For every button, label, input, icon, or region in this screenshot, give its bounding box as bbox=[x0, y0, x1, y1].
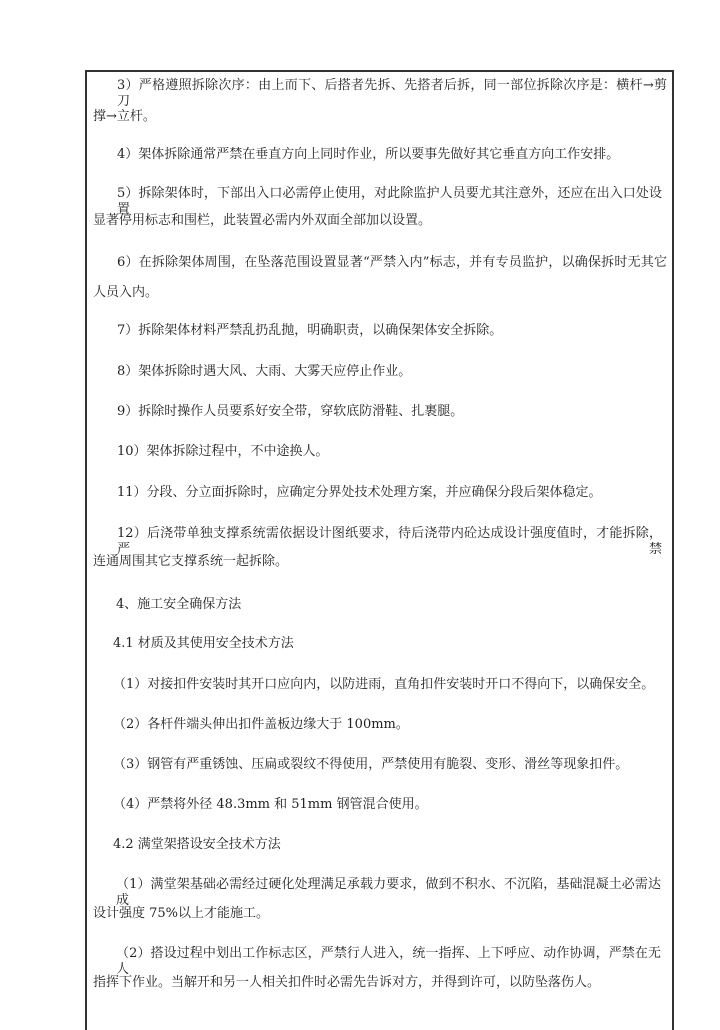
item-4-2-2-line-2: 指挥下作业。当解开和另一人相关扣件时必需先告诉对方，并得到许可，以防坠落伤人。 bbox=[93, 975, 601, 990]
para-8: 8）架体拆除时遇大风、大雨、大雾天应停止作业。 bbox=[117, 364, 412, 379]
para-10: 10）架体拆除过程中，不中途换人。 bbox=[117, 444, 329, 459]
para-12-line-1: 12）后浇带单独支撑系统需依据设计图纸要求，待后浇带内砼达成设计强度值时，才能拆除，严禁 bbox=[117, 526, 662, 557]
item-4-2-2-line-1: （2）搭设过程中划出工作标志区，严禁行人进入，统一指挥、上下呼应、动作协调，严禁在无人 bbox=[116, 946, 661, 977]
para-9: 9）拆除时操作人员要系好安全带，穿软底防滑鞋、扎裹腿。 bbox=[117, 404, 464, 419]
item-4-1-4: （4）严禁将外径 48.3mm 和 51mm 钢管混合使用。 bbox=[113, 797, 428, 812]
para-7: 7）拆除架体材料严禁乱扔乱抛，明确职责，以确保架体安全拆除。 bbox=[117, 323, 503, 338]
item-4-2-1-line-1: （1）满堂架基础必需经过硬化处理满足承载力要求，做到不积水、不沉陷，基础混凝土必需达成 bbox=[116, 877, 661, 908]
para-5-line-1: 5）拆除架体时，下部出入口必需停止使用，对此除监护人员要尤其注意外，还应在出入口处设置 bbox=[117, 186, 662, 217]
item-4-1-3: （3）钢管有严重锈蚀、压扁或裂纹不得使用，严禁使用有脆裂、变形、滑丝等现象扣件。 bbox=[113, 757, 629, 772]
section-4-2-heading: 4.2 满堂架搭设安全技术方法 bbox=[113, 837, 281, 852]
para-3-line-1: 3）严格遵照拆除次序：由上而下、后搭者先拆、先搭者后拆，同一部位拆除次序是：横杆→剪刀 bbox=[117, 78, 667, 109]
para-5-line-2: 显著停用标志和围栏，此装置必需内外双面全部加以设置。 bbox=[93, 213, 432, 228]
section-4-heading: 4、施工安全确保方法 bbox=[116, 597, 242, 612]
para-6-line-1: 6）在拆除架体周围，在坠落范围设置显著“严禁入内”标志，并有专员监护，以确保拆时无其它 bbox=[117, 255, 667, 270]
item-4-2-1-line-2: 设计强度 75%以上才能施工。 bbox=[93, 906, 270, 921]
para-4: 4）架体拆除通常严禁在垂直方向上同时作业，所以要事先做好其它垂直方向工作安排。 bbox=[117, 147, 620, 162]
para-11: 11）分段、分立面拆除时，应确定分界处技术处理方案，并应确保分段后架体稳定。 bbox=[117, 485, 602, 500]
para-6-line-2: 人员入内。 bbox=[93, 285, 159, 300]
item-4-1-2: （2）各杆件端头伸出扣件盖板边缘大于 100mm。 bbox=[113, 717, 409, 732]
para-3-line-2: 撑→立杆。 bbox=[93, 109, 156, 124]
para-12-line-2: 连通周围其它支撑系统一起拆除。 bbox=[93, 554, 289, 569]
section-4-1-heading: 4.1 材质及其使用安全技术方法 bbox=[113, 636, 294, 651]
item-4-1-1: （1）对接扣件安装时其开口应向内，以防进雨，直角扣件安装时开口不得向下，以确保安全。 bbox=[113, 677, 655, 692]
